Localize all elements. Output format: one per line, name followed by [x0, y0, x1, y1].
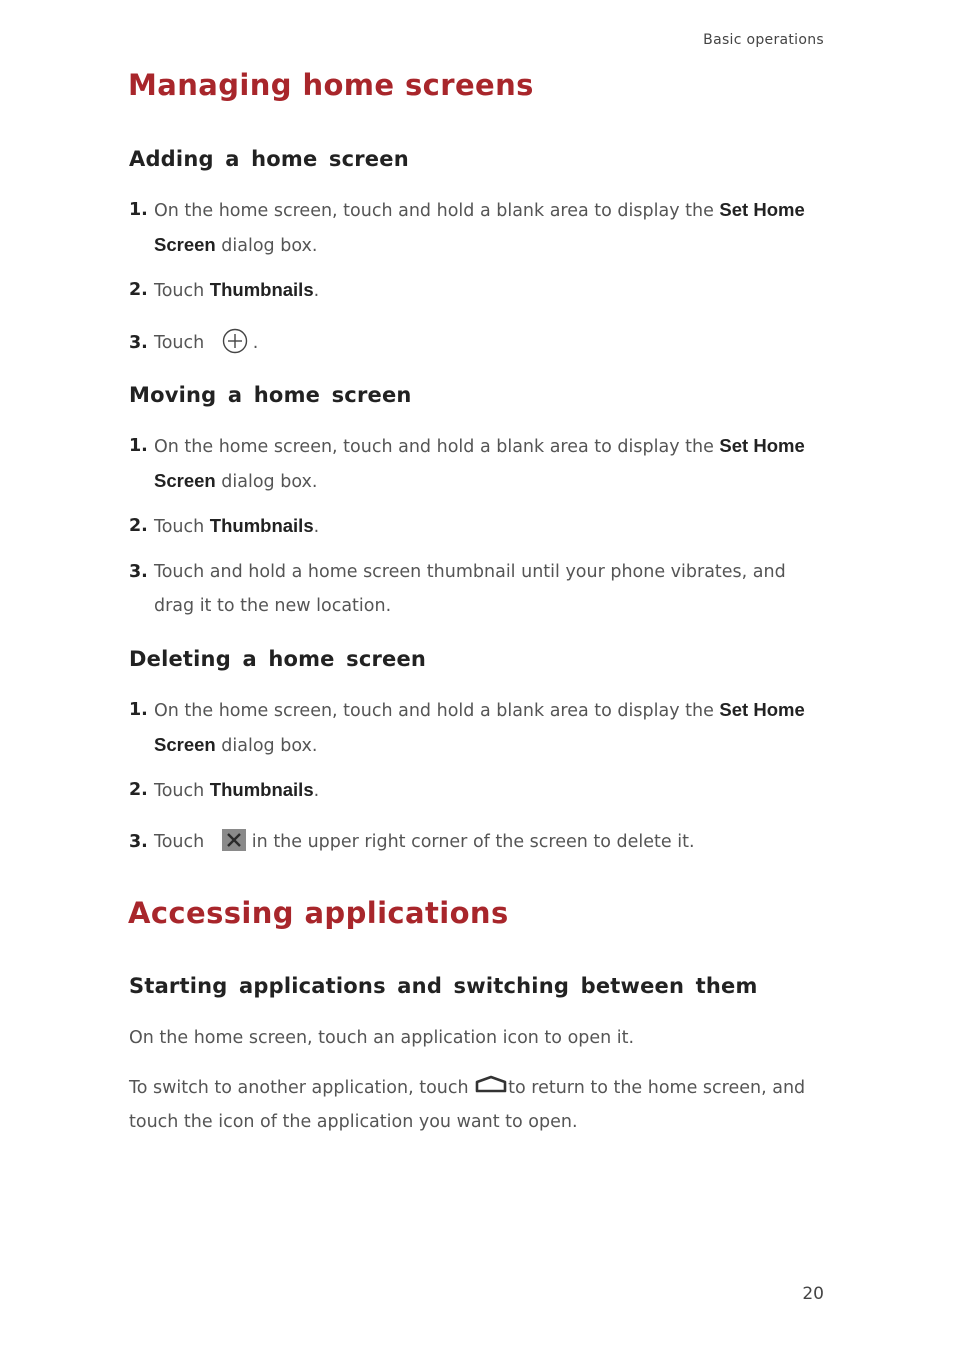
- screen-bold: Screen: [154, 734, 216, 755]
- home-icon: [474, 1074, 508, 1094]
- set-home-bold: Set Home: [719, 199, 805, 220]
- subsection-title-deleting: Deleting a home screen: [129, 647, 427, 671]
- paragraph-text-line2: touch the icon of the application you want to open.: [129, 1112, 578, 1132]
- set-home-bold: Set Home: [719, 435, 805, 456]
- step-text-end: in the upper right corner of the screen to delete it.: [251, 832, 695, 852]
- add-circle-icon: [222, 328, 248, 354]
- running-header: Basic operations: [703, 32, 824, 48]
- thumbnails-bold: Thumbnails: [209, 779, 314, 800]
- subsection-title-moving: Moving a home screen: [129, 383, 412, 407]
- section-title-managing: Managing home screens: [128, 68, 534, 102]
- step-text: On the home screen, touch and hold a blank area to display the: [154, 701, 720, 721]
- paragraph-open-app: On the home screen, touch an application icon to open it.: [129, 1028, 635, 1048]
- step-text-end: dialog box.: [215, 472, 318, 492]
- step-number: 3.: [129, 333, 148, 353]
- step-text: Touch: [154, 281, 210, 301]
- step-text: On the home screen, touch and hold a blank area to display the: [154, 201, 720, 221]
- paragraph-text-end: to return to the home screen, and: [508, 1078, 806, 1098]
- step-text: Touch: [154, 832, 210, 852]
- step-text-end: dialog box.: [215, 236, 318, 256]
- step-text: Touch: [154, 781, 210, 801]
- delete-x-icon: [222, 829, 246, 851]
- section-title-accessing: Accessing applications: [128, 896, 509, 930]
- paragraph-text: To switch to another application, touch: [129, 1078, 475, 1098]
- step-text-end: .: [313, 781, 320, 801]
- thumbnails-bold: Thumbnails: [209, 279, 314, 300]
- screen-bold: Screen: [154, 470, 216, 491]
- step-number: 2.: [129, 780, 148, 800]
- step-text: Touch and hold a home screen thumbnail until your phone vibrates, and: [154, 562, 786, 582]
- step-number: 1.: [129, 700, 148, 720]
- step-text-line2: drag it to the new location.: [154, 596, 392, 616]
- step-text-end: .: [313, 517, 320, 537]
- subsection-title-adding: Adding a home screen: [129, 147, 409, 171]
- step-text: Touch: [154, 333, 210, 353]
- thumbnails-bold: Thumbnails: [209, 515, 314, 536]
- step-text-end: .: [313, 281, 320, 301]
- step-number: 1.: [129, 436, 148, 456]
- step-number: 2.: [129, 516, 148, 536]
- screen-bold: Screen: [154, 234, 216, 255]
- step-number: 3.: [129, 562, 148, 582]
- step-number: 3.: [129, 832, 148, 852]
- subsection-title-starting: Starting applications and switching between them: [129, 974, 758, 998]
- paragraph-switch-app: [129, 1071, 829, 1139]
- step-text-end: .: [252, 333, 259, 353]
- step-text: Touch: [154, 517, 210, 537]
- step-number: 1.: [129, 200, 148, 220]
- page-number: 20: [802, 1284, 824, 1304]
- set-home-bold: Set Home: [719, 699, 805, 720]
- step-text: On the home screen, touch and hold a blank area to display the: [154, 437, 720, 457]
- step-text-end: dialog box.: [215, 736, 318, 756]
- step-number: 2.: [129, 280, 148, 300]
